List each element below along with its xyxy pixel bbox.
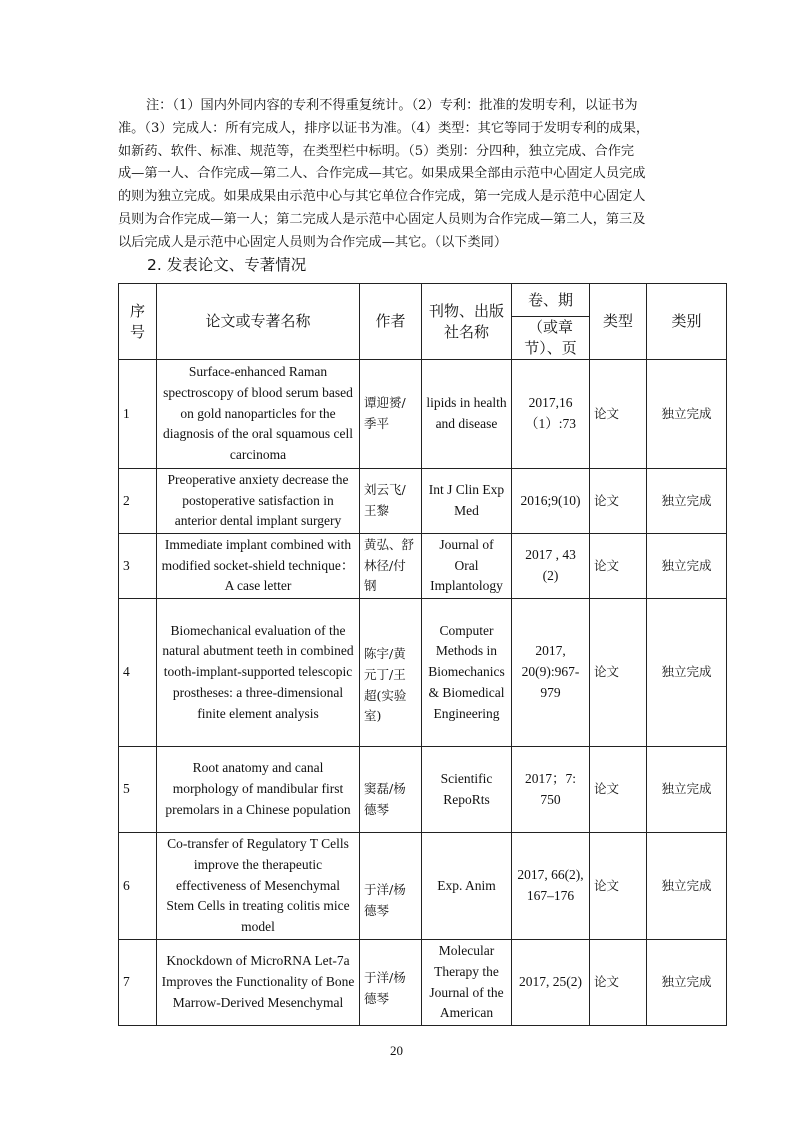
header-type: 类型 bbox=[590, 284, 647, 360]
paper-title: Co-transfer of Regulatory T Cells improve the therapeutic effectiveness of Mesenchymal Stem Cells in treating colitis mice model bbox=[157, 833, 360, 940]
paper-category: 独立完成 bbox=[647, 469, 727, 534]
paper-category: 独立完成 bbox=[647, 534, 727, 599]
paper-type: 论文 bbox=[590, 534, 647, 599]
note-line: 员则为合作完成—第一人；第二完成人是示范中心固定人员则为合作完成—第二人，第三及 bbox=[118, 211, 646, 227]
paper-title: Knockdown of MicroRNA Let-7a Improves the Functionality of Bone Marrow-Derived Mesenchymal bbox=[157, 940, 360, 1026]
table-row bbox=[119, 747, 727, 833]
paper-author: 黄弘、舒林径/付钢 bbox=[360, 534, 422, 599]
note-line: 以后完成人是示范中心固定人员则为合作完成—其它。（以下类同） bbox=[118, 234, 508, 250]
note-paragraph bbox=[118, 95, 678, 255]
table-row bbox=[119, 469, 727, 534]
paper-type: 论文 bbox=[590, 599, 647, 747]
header-no: 序号 bbox=[119, 284, 157, 360]
paper-journal: Journal of Oral Implantology bbox=[422, 534, 512, 599]
table-row bbox=[119, 833, 727, 940]
paper-author: 窦磊/杨德琴 bbox=[360, 747, 422, 833]
paper-journal: lipids in health and disease bbox=[422, 360, 512, 469]
paper-volume: 2017, 66(2), 167–176 bbox=[512, 833, 590, 940]
table-row bbox=[119, 599, 727, 747]
row-number: 5 bbox=[119, 747, 157, 833]
paper-title: Surface-enhanced Raman spectroscopy of blood serum based on gold nanoparticles for the diagnosis of the oral squamous cell carcinoma bbox=[157, 360, 360, 469]
header-category: 类别 bbox=[647, 284, 727, 360]
paper-journal: Int J Clin Exp Med bbox=[422, 469, 512, 534]
row-number: 1 bbox=[119, 360, 157, 469]
paper-type: 论文 bbox=[590, 747, 647, 833]
table-row bbox=[119, 940, 727, 1026]
paper-title: Root anatomy and canal morphology of mandibular first premolars in a Chinese population bbox=[157, 747, 360, 833]
paper-author: 于洋/杨德琴 bbox=[360, 833, 422, 940]
note-line: 准。（3）完成人：所有完成人，排序以证书为准。（4）类型：其它等同于发明专利的成果， bbox=[118, 120, 650, 136]
papers-table bbox=[118, 283, 727, 1026]
paper-author: 陈宇/黄元丁/王超(实验室) bbox=[360, 599, 422, 747]
table-row bbox=[119, 360, 727, 469]
paper-category: 独立完成 bbox=[647, 833, 727, 940]
paper-volume: 2017；7: 750 bbox=[512, 747, 590, 833]
row-number: 6 bbox=[119, 833, 157, 940]
paper-author: 于洋/杨德琴 bbox=[360, 940, 422, 1026]
paper-journal: Computer Methods in Biomechanics & Biomedical Engineering bbox=[422, 599, 512, 747]
paper-type: 论文 bbox=[590, 833, 647, 940]
row-number: 4 bbox=[119, 599, 157, 747]
row-number: 7 bbox=[119, 940, 157, 1026]
paper-volume: 2017,16（1）:73 bbox=[512, 360, 590, 469]
note-line: 成—第一人、合作完成—第二人、合作完成—其它。如果成果全部由示范中心固定人员完成 bbox=[118, 166, 646, 182]
paper-title: Biomechanical evaluation of the natural abutment teeth in combined tooth-implant-supported telescopic prostheses: a three-dimensional finite element analysis bbox=[157, 599, 360, 747]
paper-title: Immediate implant combined with modified socket-shield technique：A case letter bbox=[157, 534, 360, 599]
table-row bbox=[119, 534, 727, 599]
note-line: 如新药、软件、标准、规范等，在类型栏中标明。（5）类别：分四种，独立完成、合作完 bbox=[118, 143, 635, 159]
row-number: 2 bbox=[119, 469, 157, 534]
paper-author: 谭迎赟/季平 bbox=[360, 360, 422, 469]
paper-journal: Molecular Therapy the Journal of the American bbox=[422, 940, 512, 1026]
header-journal: 刊物、出版社名称 bbox=[422, 284, 512, 360]
paper-type: 论文 bbox=[590, 940, 647, 1026]
header-volume: 卷、期 bbox=[512, 284, 590, 317]
paper-journal: Scientific RepoRts bbox=[422, 747, 512, 833]
note-line: 注：（1）国内外同内容的专利不得重复统计。（2）专利：批准的发明专利，以证书为 bbox=[146, 98, 638, 113]
row-number: 3 bbox=[119, 534, 157, 599]
paper-category: 独立完成 bbox=[647, 747, 727, 833]
paper-title: Preoperative anxiety decrease the postoperative satisfaction in anterior dental implant surgery bbox=[157, 469, 360, 534]
header-title: 论文或专著名称 bbox=[157, 284, 360, 360]
paper-volume: 2017, 25(2) bbox=[512, 940, 590, 1026]
paper-type: 论文 bbox=[590, 360, 647, 469]
paper-category: 独立完成 bbox=[647, 599, 727, 747]
header-pages: （或章节）、页 bbox=[512, 317, 590, 360]
paper-volume: 2016;9(10) bbox=[512, 469, 590, 534]
page-number: 20 bbox=[390, 1043, 403, 1058]
paper-type: 论文 bbox=[590, 469, 647, 534]
paper-volume: 2017 , 43 (2) bbox=[512, 534, 590, 599]
paper-journal: Exp. Anim bbox=[422, 833, 512, 940]
paper-category: 独立完成 bbox=[647, 940, 727, 1026]
section-title: 2. 发表论文、专著情况 bbox=[147, 256, 307, 274]
paper-category: 独立完成 bbox=[647, 360, 727, 469]
header-author: 作者 bbox=[360, 284, 422, 360]
paper-volume: 2017, 20(9):967-979 bbox=[512, 599, 590, 747]
note-line: 的则为独立完成。如果成果由示范中心与其它单位合作完成，第一完成人是示范中心固定人 bbox=[118, 189, 646, 205]
paper-author: 刘云飞/王黎 bbox=[360, 469, 422, 534]
